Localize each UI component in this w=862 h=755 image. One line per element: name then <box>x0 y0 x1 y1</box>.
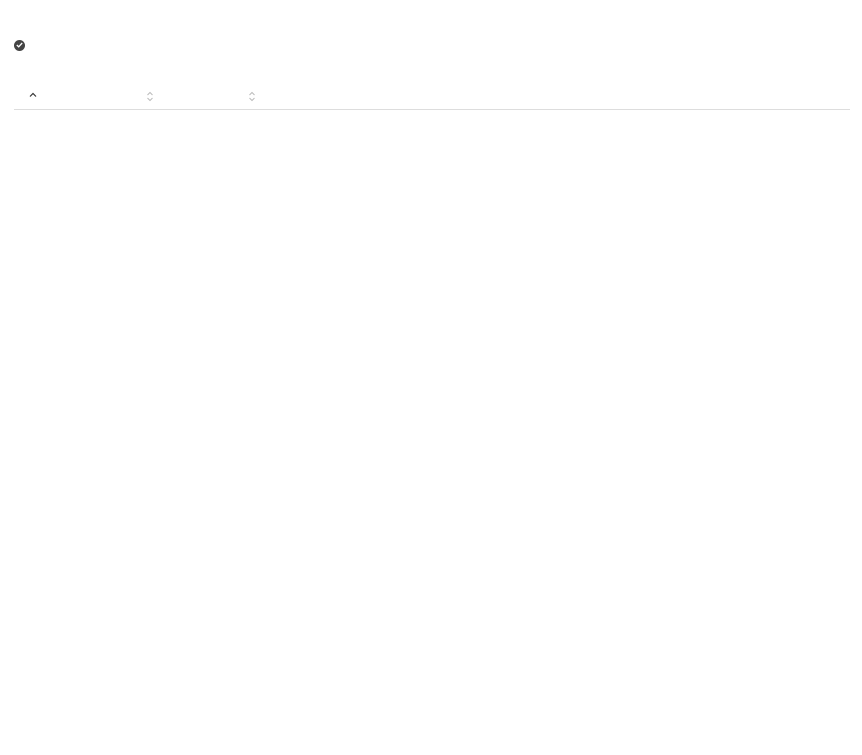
target-path-breadcrumb <box>14 38 35 52</box>
table-header <box>14 86 850 110</box>
result-column-header[interactable] <box>19 86 37 109</box>
participants-column-header[interactable] <box>136 86 154 109</box>
path-column-header[interactable] <box>238 86 256 109</box>
sort-icon[interactable] <box>248 91 256 104</box>
check-circle-icon <box>14 40 25 51</box>
sort-ascending-icon[interactable] <box>29 92 37 104</box>
sort-icon[interactable] <box>146 91 154 104</box>
